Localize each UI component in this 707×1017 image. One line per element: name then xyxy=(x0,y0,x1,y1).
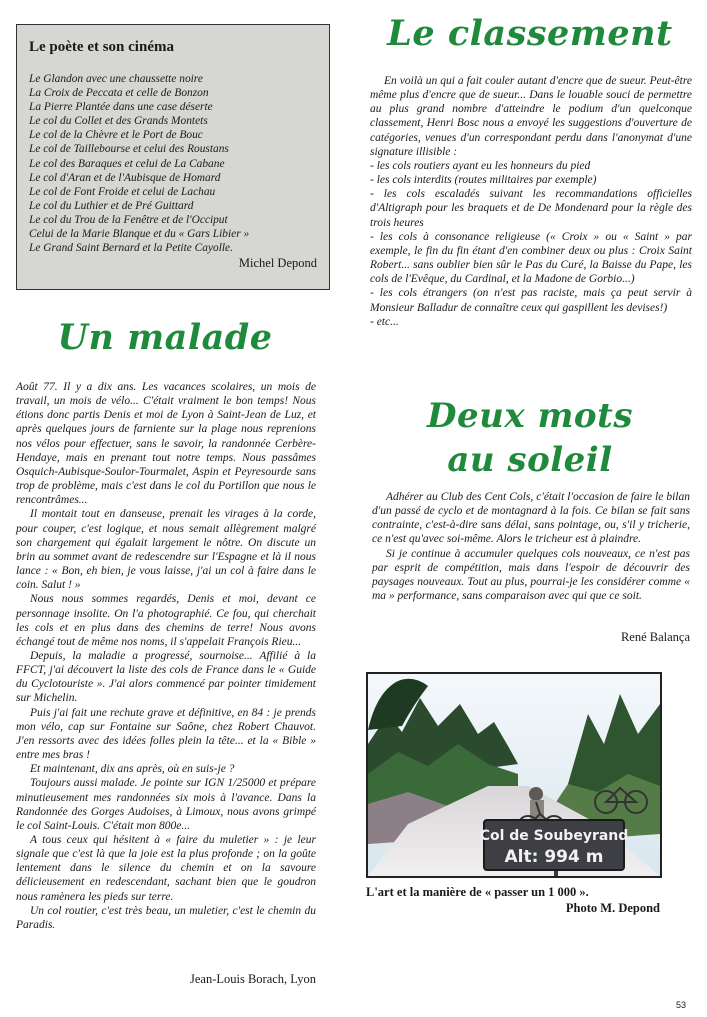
poem-lines xyxy=(29,72,317,255)
photo-scene xyxy=(368,674,660,876)
paragraph: Adhérer au Club des Cent Cols, c'était l'occasion de faire le bilan d'un passé de cyclo et de montagnard à la fois. Ce bilan se fait sans contrainte, c'est-à-dire sans délai, sans pointage, ou, s'il y tricherie, ce n'est qu'avec soi-même. Alors le tricheur est à plaindre. xyxy=(372,491,690,546)
list-item: - les cols routiers ayant eu les honneurs du pied xyxy=(370,159,591,172)
col-sign xyxy=(480,820,629,870)
page-number: 53 xyxy=(676,1000,687,1010)
poem-line: La Croix de Peccata et celle de Bonzon xyxy=(29,87,209,100)
photo-credit: Photo M. Depond xyxy=(565,901,660,915)
paragraph: Puis j'ai fait une rechute grave et définitive, en 84 : je prends mon vélo, cap sur Fontaine sur Saône, chez Robert Chauvot. J'en ressorts avec des idées folles plein la tête... et la « Bible » entre mes bras ! xyxy=(16,706,316,762)
paragraph: Si je continue à accumuler quelques cols nouveaux, ce n'est pas par esprit de compétition, mais dans l'espoir de découvrir des paysages nouveaux. Tout au plus, pourrai-je les considérer comme « ma » performance, sans comparaison avec qui que ce soit. xyxy=(372,547,690,603)
sign-altitude: Alt: 994 m xyxy=(504,847,604,867)
list-item: - les cols étrangers (on n'est pas raciste, mais ça peut servir à Monsieur Balladur de connaître ceux qui gaspillent les devises!) xyxy=(370,287,692,314)
paragraph: Depuis, la maladie a progressé, sournoise... Affilié à la FFCT, j'ai découvert la liste des cols de France dans le « Guide du Cyclotouriste ». J'ai alors commencé par pointer timidement sur Michelin. xyxy=(16,649,316,705)
paragraph: Août 77. Il y a dix ans. Les vacances scolaires, un mois de travail, un mois de vélo... C'était vraiment le bon temps! Nous étions donc partis Denis et moi de Lyon à Saint-Jean de Luz, et après quelques jours de farniente sur la plage nous reprenions nos vélos pour effectuer, sans le savoir, la randonnée Cerbère-Hendaye, mais en prenant tout notre temps. Nous passâmes Osquich-Aubisque-Soulor-Tourmalet, Aspin et Peyresourde sans trop de problème, mais c'est dans le col du Portillon que nous le rencontrâmes... xyxy=(16,381,316,507)
poem-author: Michel Depond xyxy=(238,256,317,271)
poem-line: Le col du Trou de la Fenêtre et de l'Occiput xyxy=(29,213,228,226)
poem-line: Le col d'Aran et de l'Aubisque de Homard xyxy=(29,171,221,184)
poem-title: Le poète et son cinéma xyxy=(29,39,174,55)
paragraph: Nous nous sommes regardés, Denis et moi, devant ce personnage insolite. On l'a photographié. Ce fou, qui cherchait les cols et en plus dans des chemins de terre! Nous avons échangé tout de même nos noms, il s'appelait François Rieu... xyxy=(16,593,316,648)
poem-line: Le Grand Saint Bernard et la Petite Cayolle. xyxy=(29,242,233,255)
heading-deux-mots xyxy=(380,394,680,482)
poem-line: Le col de Taillebourse et celui des Roustans xyxy=(29,143,229,156)
heading-line: au soleil xyxy=(447,440,613,480)
heading-line: Deux mots xyxy=(427,396,633,436)
poem-line: Le col de Font Froide et celui de Lachau xyxy=(29,185,216,198)
list-item: - les cols escaladés suivant les recommandations officielles d'Altigraph pour les braquets et de De Mondenard pour la règle des trois heures xyxy=(370,188,692,229)
paragraph: Toujours aussi malade. Je pointe sur IGN 1/25000 et prépare minutieusement mes randonnées six mois à l'avance. Dans la Randonnée des Gorges Audoises, à Limoux, nous avons grimpé le col Saint-Louis. C'était mon 800e... xyxy=(16,777,316,832)
heading-classement: Le classement xyxy=(387,13,673,54)
caption-text: L'art et la manière de « passer un 1 000 ». xyxy=(366,885,589,899)
photo-caption xyxy=(366,884,666,916)
poem-box xyxy=(16,24,330,290)
paragraph: Il montait tout en danseuse, prenait les virages à la corde, pour couper, c'est logique, et nous semait allègrement malgré son chargement qui égalait largement le nôtre. On discute un brin au sommet avant de redescendre sur l'Espagne et là il nous lance : « Bon, eh bien, je vous laisse, j'ai un col à faire dans le coin. Salut ! » xyxy=(16,508,316,592)
poem-line: Le col des Baraques et celui de La Cabane xyxy=(29,157,225,170)
article-malade xyxy=(16,380,316,932)
paragraph: Et maintenant, dix ans après, où en suis-je ? xyxy=(30,763,235,776)
paragraph: Un col routier, c'est très beau, un muletier, c'est le chemin du Paradis. xyxy=(16,904,316,931)
poem-line: Le col du Luthier et de Pré Guittard xyxy=(29,199,194,212)
sign-col-name: Col de Soubeyrand xyxy=(479,828,629,844)
poem-line: Le col du Collet et des Grands Montets xyxy=(29,115,208,128)
poem-line: Le Glandon avec une chaussette noire xyxy=(29,73,203,85)
paragraph: En voilà un qui a fait couler autant d'encre que de sueur. Peut-être même plus d'encre que de sueur... Dans le louable souci de permettre au plus grand nombre d'atteindre le podium d'un quelconque classement, Henri Bosc nous a envoyé les suggestions d'ouverture de catégories, venues d'un correspondant perdu dans l'anonymat d'une signature illisible : xyxy=(370,75,692,158)
poem-line: Celui de la Marie Blanque et du « Gars Libier » xyxy=(29,228,250,241)
article-classement xyxy=(370,74,692,329)
poem-line: La Pierre Plantée dans une case déserte xyxy=(29,101,213,114)
author-signature: Jean-Louis Borach, Lyon xyxy=(189,972,316,986)
article-deux-mots xyxy=(372,490,690,603)
heading-malade: Un malade xyxy=(57,317,273,358)
poem-line: Le col de la Chèvre et le Port de Bouc xyxy=(29,129,203,142)
list-item: - les cols interdits (routes militaires par exemple) xyxy=(370,174,597,187)
author-signature: René Balança xyxy=(620,630,690,644)
photo-col-soubeyrand xyxy=(366,672,662,878)
list-item: - etc... xyxy=(370,315,399,328)
list-item: - les cols à consonance religieuse (« Croix » ou « Saint » par exemple, le fin du fin étant d'en combiner deux ou plus : Croix Saint Robert... sans oublier bien sûr le Pas du Curé, la Baisse du Pape, les cols de l'Evêque, du Cardinal, et la Madone de Gorbio...) xyxy=(370,230,692,286)
paragraph: A tous ceux qui hésitent à « faire du muletier » : je leur signale que c'est là que la joie est la plus profonde ; on la goûte lentement dans le silence du chemin et on la savoure délicieusement en redescendant, sachant bien que le goudron nous ramènera les pieds sur terre. xyxy=(16,834,316,903)
